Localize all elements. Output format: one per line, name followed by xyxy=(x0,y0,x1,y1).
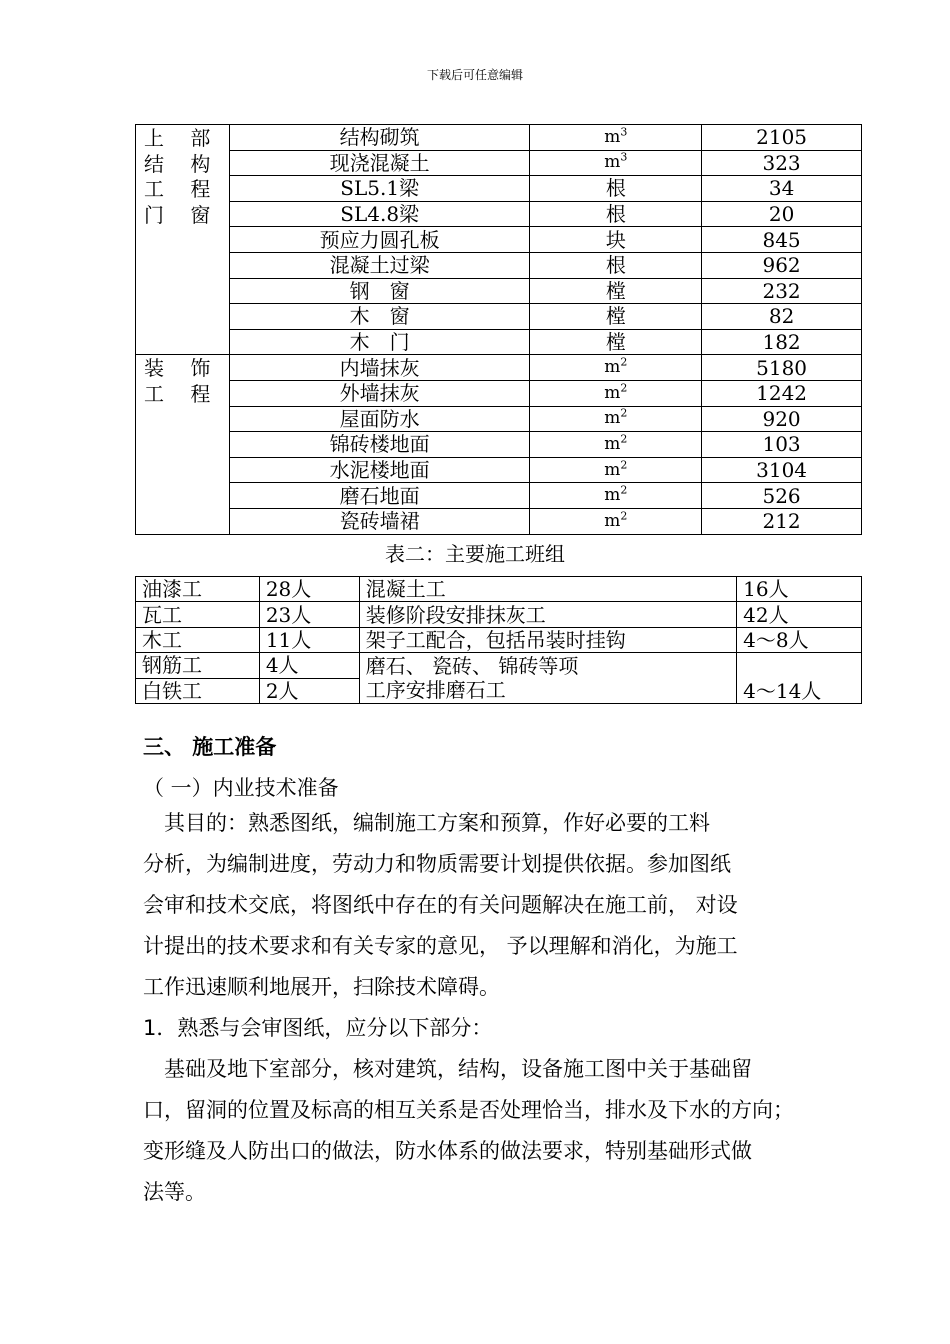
paragraph-line: 计提出的技术要求和有关专家的意见， 予以理解和消化，为施工 xyxy=(143,934,738,958)
trade-cell: 木工 xyxy=(136,627,260,652)
quantity-cell: 232 xyxy=(702,278,862,304)
trade-cell: 混凝土工 xyxy=(359,577,736,602)
header-note: 下载后可任意编辑 xyxy=(426,68,523,82)
unit-cell: 根 xyxy=(530,252,702,278)
paragraph-line: 法等。 xyxy=(143,1180,206,1204)
table-row xyxy=(136,483,862,509)
count-cell: 42人 xyxy=(737,602,862,627)
count-cell: 2人 xyxy=(259,678,359,703)
table-row xyxy=(136,457,862,483)
paragraph-line: 基础及地下室部分，核对建筑，结构，设备施工图中关于基础留 xyxy=(143,1057,752,1081)
quantity-cell: 3104 xyxy=(702,457,862,483)
trade-cell: 钢筋工 xyxy=(136,653,260,678)
item-cell: 现浇混凝土 xyxy=(229,150,530,176)
unit-cell: $m^2$ xyxy=(530,380,702,406)
count-cell: 4～14人 xyxy=(737,653,862,704)
unit-cell: 樘 xyxy=(530,278,702,304)
table-row xyxy=(136,176,862,202)
quantity-cell: 1242 xyxy=(702,380,862,406)
paragraph-line: 工作迅速顺利地展开，扫除技术障碍。 xyxy=(143,975,500,999)
table-row xyxy=(136,508,862,534)
table2-caption: 表二：主要施工班组 xyxy=(385,542,565,566)
table-row xyxy=(136,304,862,330)
item-cell: 结构砌筑 xyxy=(229,125,530,151)
item-cell: SL5.1梁 xyxy=(229,176,530,202)
trade-cell: 装修阶段安排抹灰工 xyxy=(359,602,736,627)
item-1: 1．熟悉与会审图纸，应分以下部分： xyxy=(143,1016,493,1040)
table-row xyxy=(136,201,862,227)
table-row xyxy=(136,278,862,304)
count-cell: 23人 xyxy=(259,602,359,627)
item-cell: 锦砖楼地面 xyxy=(229,432,530,458)
item-cell: 屋面防水 xyxy=(229,406,530,432)
item-cell: 内墙抹灰 xyxy=(229,355,530,381)
quantity-cell: 103 xyxy=(702,432,862,458)
unit-cell: 块 xyxy=(530,227,702,253)
item-cell: 混凝土过梁 xyxy=(229,252,530,278)
quantity-cell: 20 xyxy=(702,201,862,227)
unit-cell: 根 xyxy=(530,201,702,227)
table-row xyxy=(136,602,862,627)
unit-cell: $m^2$ xyxy=(530,432,702,458)
table-row xyxy=(136,125,862,151)
item-cell: 木 门 xyxy=(229,329,530,355)
trade-cell: 油漆工 xyxy=(136,577,260,602)
item-cell: 木 窗 xyxy=(229,304,530,330)
quantity-cell: 526 xyxy=(702,483,862,509)
table-row xyxy=(136,406,862,432)
section-heading: 三、 施工准备 xyxy=(143,735,277,759)
paragraph-1 xyxy=(143,803,738,1008)
paragraph-line: 会审和技术交底，将图纸中存在的有关问题解决在施工前， 对设 xyxy=(143,893,738,917)
trade-cell: 磨石、 瓷砖、 锦砖等项 工序安排磨石工 xyxy=(359,653,736,704)
count-cell: 28人 xyxy=(259,577,359,602)
quantity-cell: 5180 xyxy=(702,355,862,381)
quantity-cell: 82 xyxy=(702,304,862,330)
trade-cell: 架子工配合，包括吊装时挂钩 xyxy=(359,627,736,652)
unit-cell: $m^2$ xyxy=(530,457,702,483)
quantity-cell: 920 xyxy=(702,406,862,432)
table-row xyxy=(136,227,862,253)
table-row xyxy=(136,252,862,278)
paragraph-line: 其目的：熟悉图纸，编制施工方案和预算，作好必要的工料 xyxy=(143,811,710,835)
paragraph-line: 分析，为编制进度，劳动力和物质需要计划提供依据。参加图纸 xyxy=(143,852,731,876)
paragraph-line: 变形缝及人防出口的做法，防水体系的做法要求，特别基础形式做 xyxy=(143,1139,752,1163)
quantity-cell: 962 xyxy=(702,252,862,278)
quantities-table xyxy=(135,124,862,535)
table-row xyxy=(136,355,862,381)
table-row xyxy=(136,653,862,678)
sub-heading: （ 一）内业技术准备 xyxy=(143,776,339,800)
group-label: 上 部 结 构 工 程 门 窗 xyxy=(136,125,230,355)
unit-cell: $m^2$ xyxy=(530,508,702,534)
quantity-cell: 845 xyxy=(702,227,862,253)
quantity-cell: 34 xyxy=(702,176,862,202)
crew-table xyxy=(135,576,862,704)
count-cell: 11人 xyxy=(259,627,359,652)
table-row xyxy=(136,150,862,176)
quantity-cell: 323 xyxy=(702,150,862,176)
item-cell: 外墙抹灰 xyxy=(229,380,530,406)
item-cell: 钢 窗 xyxy=(229,278,530,304)
item-cell: 磨石地面 xyxy=(229,483,530,509)
unit-cell: 根 xyxy=(530,176,702,202)
unit-cell: $m^3$ xyxy=(530,125,702,151)
trade-cell: 白铁工 xyxy=(136,678,260,703)
item-cell: 预应力圆孔板 xyxy=(229,227,530,253)
quantity-cell: 212 xyxy=(702,508,862,534)
unit-cell: 樘 xyxy=(530,304,702,330)
unit-cell: $m^3$ xyxy=(530,150,702,176)
paragraph-line: 口，留洞的位置及标高的相互关系是否处理恰当，排水及下水的方向； xyxy=(143,1098,794,1122)
table-row xyxy=(136,432,862,458)
unit-cell: $m^2$ xyxy=(530,483,702,509)
count-cell: 4人 xyxy=(259,653,359,678)
unit-cell: $m^2$ xyxy=(530,355,702,381)
table-row xyxy=(136,380,862,406)
quantity-cell: 182 xyxy=(702,329,862,355)
table-row xyxy=(136,577,862,602)
quantity-cell: 2105 xyxy=(702,125,862,151)
table-row xyxy=(136,627,862,652)
item-cell: 水泥楼地面 xyxy=(229,457,530,483)
item-cell: SL4.8梁 xyxy=(229,201,530,227)
unit-cell: $m^2$ xyxy=(530,406,702,432)
item-cell: 瓷砖墙裙 xyxy=(229,508,530,534)
table-row xyxy=(136,329,862,355)
unit-cell: 樘 xyxy=(530,329,702,355)
count-cell: 4～8人 xyxy=(737,627,862,652)
trade-cell: 瓦工 xyxy=(136,602,260,627)
group-label: 装 饰 工 程 xyxy=(136,355,230,534)
count-cell: 16人 xyxy=(737,577,862,602)
paragraph-2 xyxy=(143,1049,794,1213)
